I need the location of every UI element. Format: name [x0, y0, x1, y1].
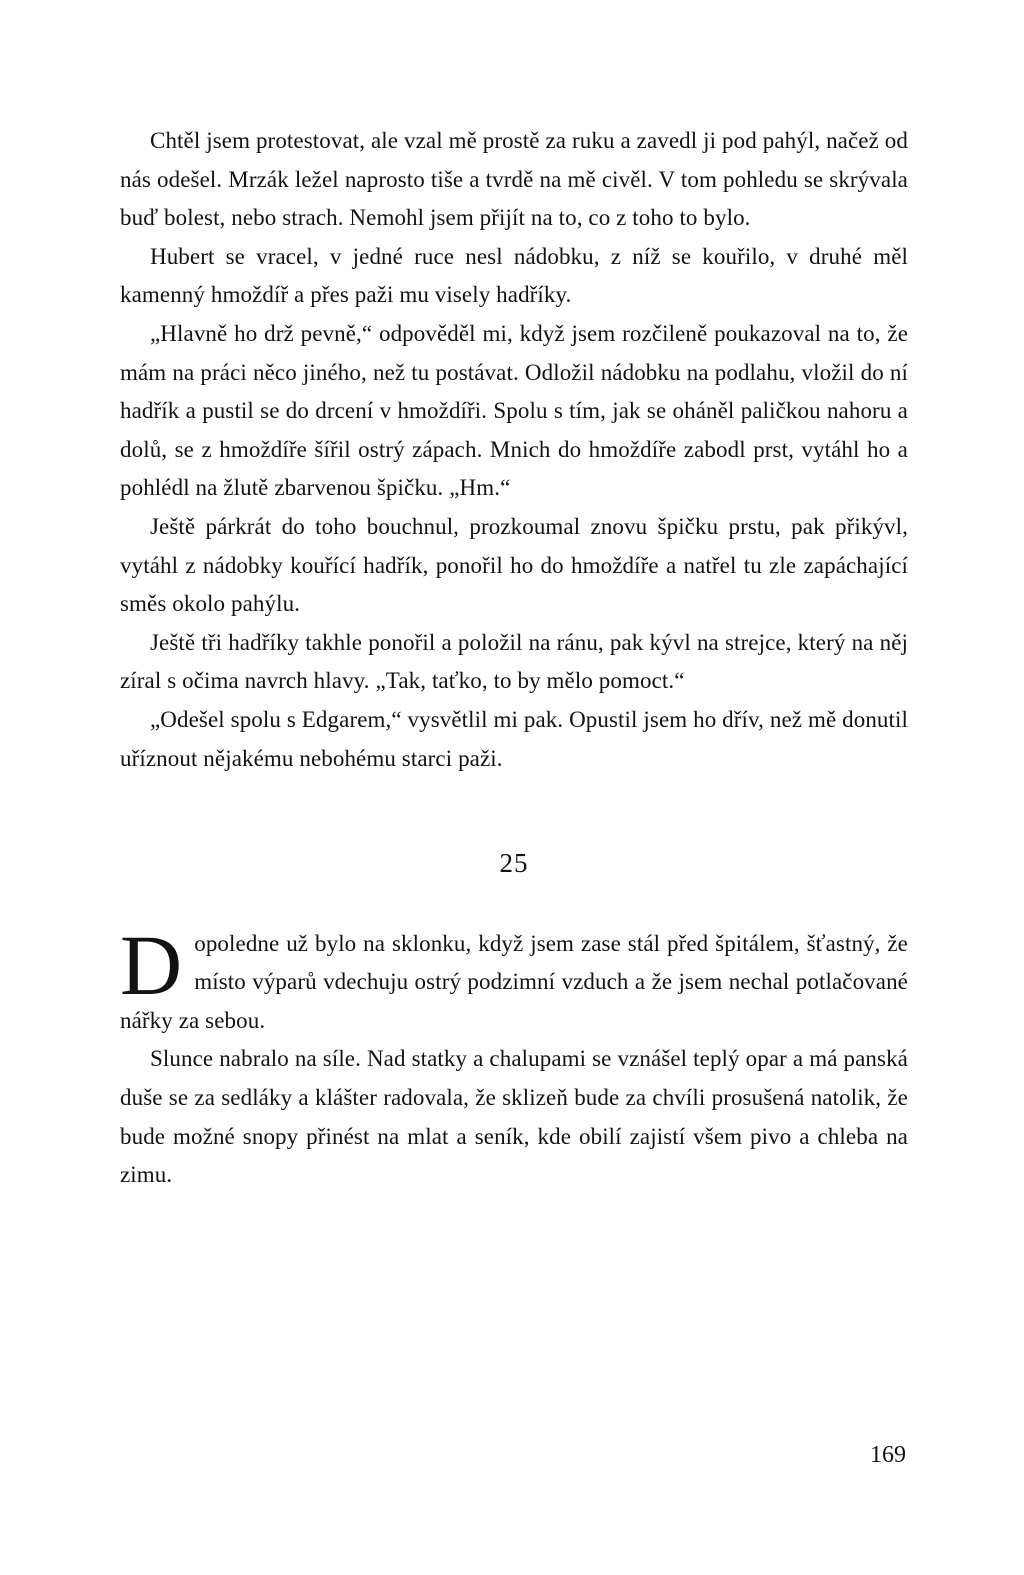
- text-block: [120, 122, 908, 1195]
- page-number: 169: [870, 1442, 906, 1468]
- paragraph-4: Ještě párkrát do toho bouchnul, prozkoumal znovu špičku prstu, pak přikývl, vytáhl z nádobky kouřící hadřík, ponořil ho do hmoždíře a natřel tu zle zapáchající směs okolo pahýlu.: [120, 513, 908, 617]
- paragraph-dropcap: [120, 916, 908, 1041]
- paragraph-8: Slunce nabralo na síle. Nad statky a chalupami se vznášel teplý opar a má panská duše se za sedláky a klášter radovala, že sklizeň bude za chvíli prosušená natolik, že bude možné snopy přinést na mlat a seník, kde obilí zajistí všem pivo a chleba na zimu.: [120, 1046, 908, 1188]
- paragraph-2: Hubert se vracel, v jedné ruce nesl nádobku, z níž se kouřilo, v druhé měl kamenný hmoždíř a přes paži mu visely hadříky.: [120, 243, 908, 308]
- dropcap-initial: D: [120, 916, 183, 1013]
- chapter-number: 25: [499, 848, 529, 879]
- paragraph-6: „Odešel spolu s Edgarem,“ vysvětlil mi pak. Opustil jsem ho dřív, než mě donutil uříznout nějakému nebohému starci paži.: [120, 706, 908, 771]
- paragraph-5: Ještě tři hadříky takhle ponořil a položil na ránu, pak kývl na strejce, který na něj zíral s očima navrch hlavy. „Tak, taťko, to by mělo pomoct.“: [120, 629, 908, 694]
- paragraph-1: Chtěl jsem protestovat, ale vzal mě prostě za ruku a zavedl ji pod pahýl, načež od nás odešel. Mrzák ležel naprosto tiše a tvrdě na mě civěl. V tom pohledu se skrývala buď bolest, nebo strach. Nemohl jsem přijít na to, co z toho to bylo.: [120, 128, 908, 231]
- paragraph-3: „Hlavně ho drž pevně,“ odpověděl mi, když jsem rozčileně poukazoval na to, že mám na práci něco jiného, než tu postávat. Odložil nádobku na podlahu, vložil do ní hadřík a pustil se do drcení v hmoždíři. Spolu s tím, jak se oháněl paličkou nahoru a dolů, se z hmoždíře šířil ostrý zápach. Mnich do hmoždíře zabodl prst, vytáhl ho a pohlédl na žlutě zbarvenou špičku. „Hm.“: [120, 320, 908, 501]
- dropcap-rest-text: opoledne už bylo na sklonku, když jsem zase stál před špitálem, šťastný, že místo výparů vdechuju ostrý podzimní vzduch a že jsem nechal potlačované nářky za sebou.: [120, 930, 908, 1033]
